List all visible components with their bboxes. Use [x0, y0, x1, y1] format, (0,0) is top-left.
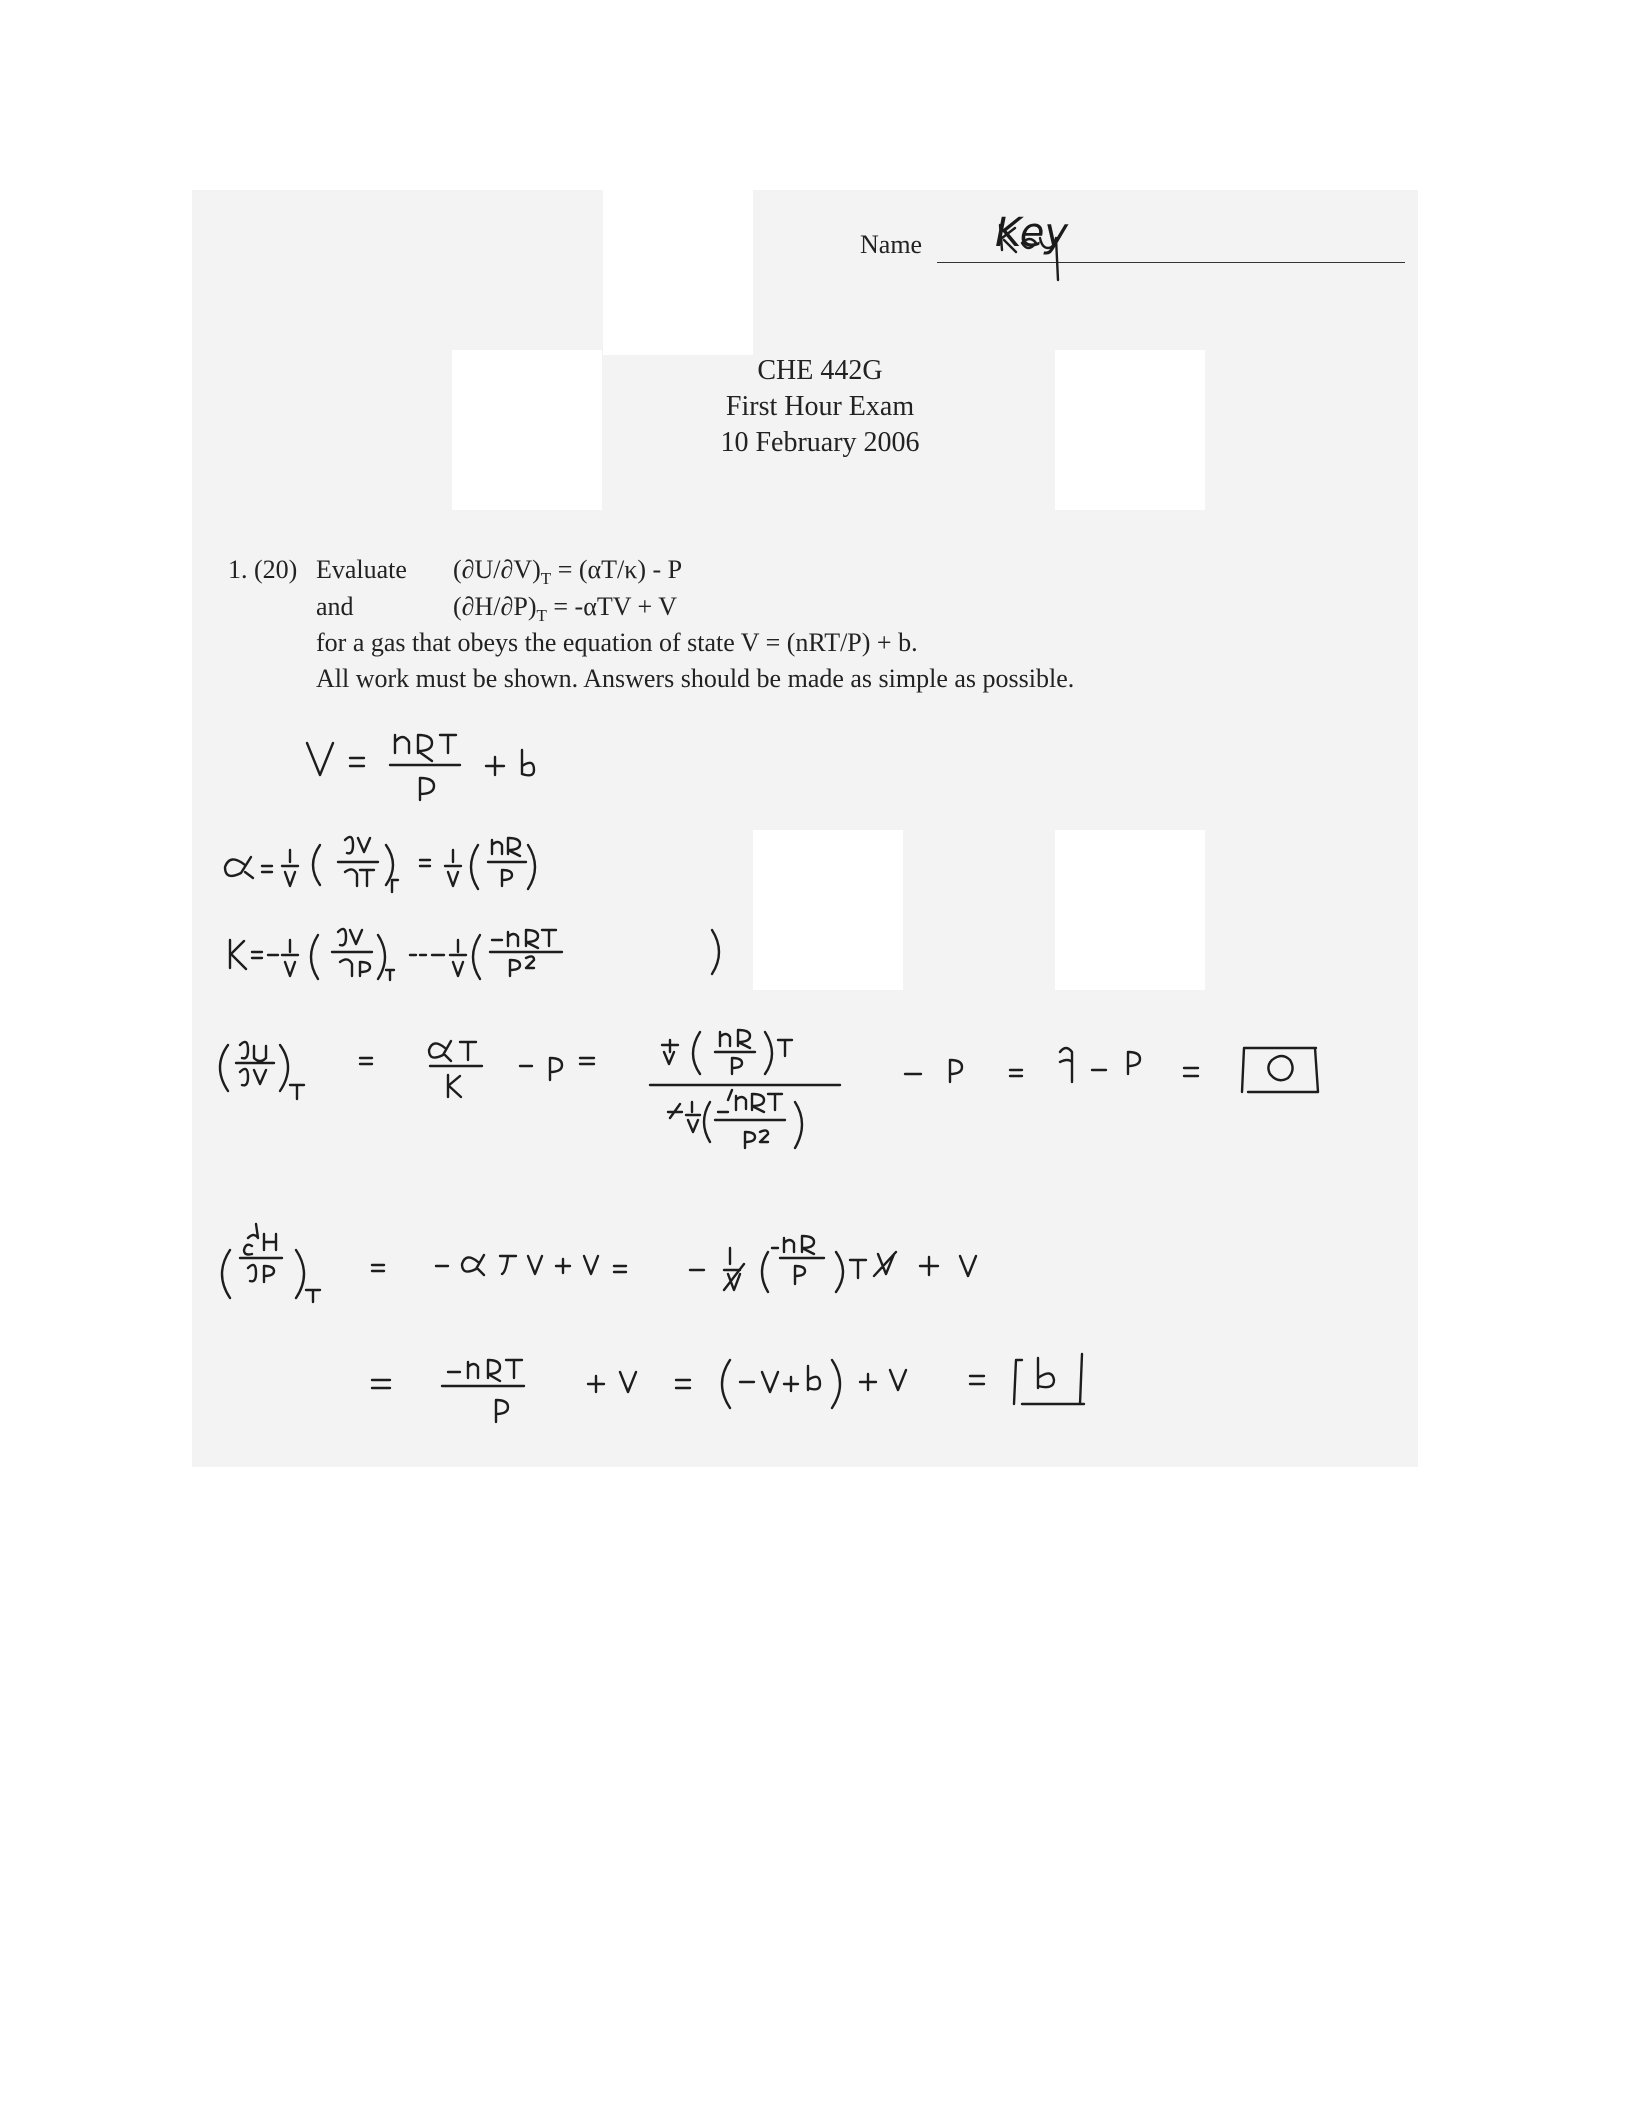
course-title: CHE 442G: [757, 355, 883, 386]
question-line-3: for a gas that obeys the equation of state V = (nRT/P) + b.: [316, 628, 918, 657]
exam-title: First Hour Exam: [725, 391, 915, 422]
expr2-subscript: T: [536, 606, 547, 626]
expr1-subscript: T: [540, 569, 552, 589]
question-and: and: [316, 592, 354, 621]
exam-date: 10 February 2006: [720, 427, 920, 458]
expr2-lhs: (∂H/∂P): [453, 592, 537, 621]
question-verb: Evaluate: [316, 555, 407, 584]
name-label: Name: [860, 230, 923, 259]
question-number: 1. (20): [228, 555, 298, 584]
expr1-rhs: = (αT/κ) - P: [557, 555, 683, 584]
name-value-handwritten: Key: [995, 210, 1069, 256]
question-line-4: All work must be shown. Answers should be made as simple as possible.: [316, 664, 1075, 693]
expr2-rhs: = -αTV + V: [553, 592, 677, 621]
expr1-lhs: (∂U/∂V): [453, 555, 541, 584]
